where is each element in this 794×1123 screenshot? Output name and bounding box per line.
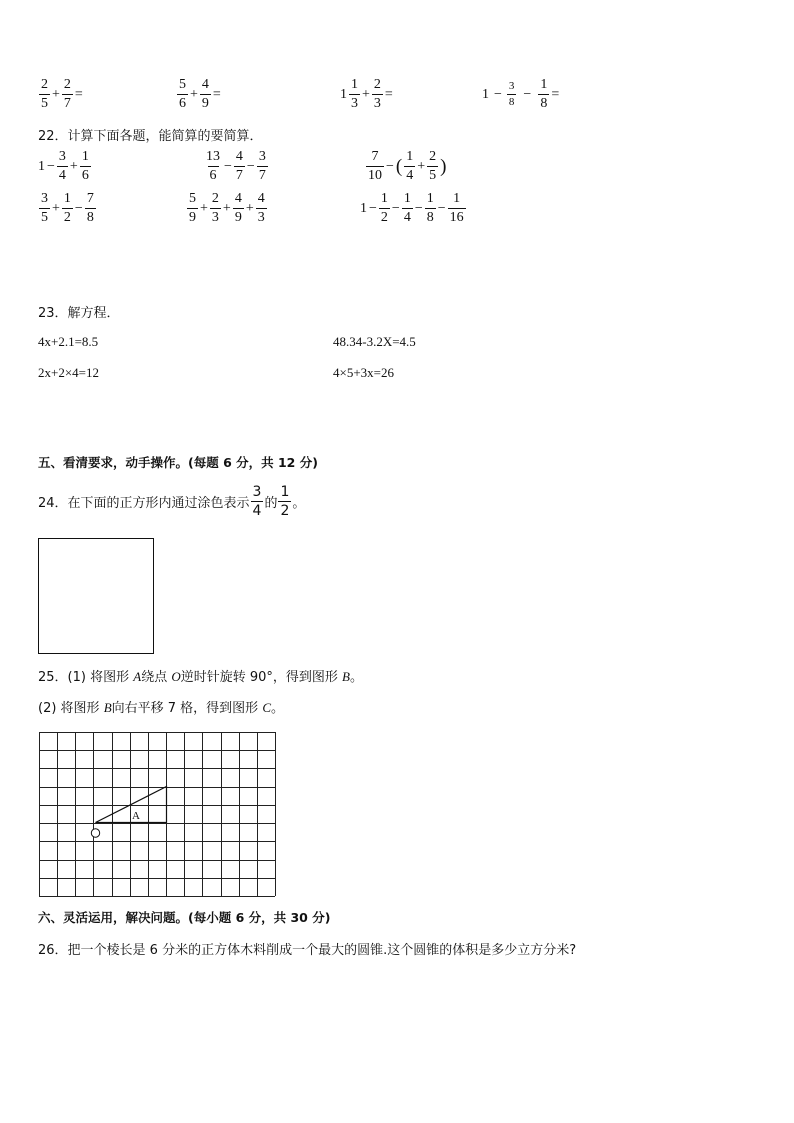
- question-24: 24．在下面的正方形内通过涂色表示 $\frac{3}{4}$ 的 $\frac{1}{2}$ 。: [38, 484, 306, 519]
- coloring-square[interactable]: [38, 538, 154, 654]
- equation-2: 48.34-3.2X=4.5: [333, 334, 416, 349]
- fraction: $\frac{3}{8}$: [508, 80, 515, 108]
- expr-5-6-plus-4-9: $\frac{5}{6}$ + $\frac{4}{9}$ =: [179, 77, 221, 111]
- fraction: $\frac{2}{5}$: [429, 149, 437, 183]
- section-5-title: 五、看清要求，动手操作。(每题 6 分，共 12 分): [38, 455, 318, 470]
- fraction: $\frac{4}{9}$: [201, 77, 209, 111]
- fraction: $\frac{1}{16}$: [449, 191, 464, 225]
- question-22-title: 22．计算下面各题，能简算的要简算．: [38, 129, 263, 144]
- fraction: $\frac{13}{6}$: [206, 149, 220, 183]
- fraction: $\frac{1}{3}$: [351, 77, 358, 111]
- fraction: $\frac{2}{5}$: [41, 77, 48, 111]
- fraction: $\frac{2}{7}$: [63, 77, 71, 111]
- equation-4: 4×5+3x=26: [333, 365, 394, 380]
- fraction: $\frac{7}{8}$: [86, 191, 94, 225]
- q22-expr-3: $\frac{7}{10}$ − ( $\frac{1}{4}$ + $\frac{2}{5}$ ): [368, 149, 447, 183]
- triangle-a-label: A: [132, 810, 140, 822]
- expr-1-minus-3-8-minus-1-8: 1 − $\frac{3}{8}$ − $\frac{1}{8}$ =: [482, 77, 560, 111]
- section-6-title: 六、灵活运用，解决问题。(每小题 6 分，共 30 分): [38, 910, 331, 925]
- fraction: $\frac{1}{8}$: [426, 191, 434, 225]
- fraction: $\frac{1}{4}$: [406, 149, 414, 183]
- q22-expr-6: 1 − $\frac{1}{2}$ − $\frac{1}{4}$ − $\frac{1}{8}$ − $\frac{1}{16}$: [360, 191, 464, 225]
- fraction: $\frac{5}{6}$: [179, 77, 186, 111]
- question-23-title: 23．解方程．: [38, 306, 120, 321]
- q22-expr-4: $\frac{3}{5}$ + $\frac{1}{2}$ − $\frac{7}{8}$: [41, 191, 94, 225]
- fraction: $\frac{1}{4}$: [403, 191, 411, 225]
- fraction: $\frac{2}{3}$: [211, 191, 219, 225]
- fraction: $\frac{3}{7}$: [258, 149, 266, 183]
- fraction: $\frac{3}{4}$: [252, 484, 262, 519]
- fraction: $\frac{1}{2}$: [380, 191, 388, 225]
- equation-1: 4x+2.1=8.5: [38, 334, 99, 349]
- fraction: $\frac{1}{8}$: [540, 77, 548, 111]
- fraction: $\frac{5}{9}$: [189, 191, 196, 225]
- fraction: $\frac{4}{9}$: [234, 191, 242, 225]
- fraction: $\frac{2}{3}$: [373, 77, 381, 111]
- fraction: $\frac{1}{6}$: [81, 149, 89, 183]
- point-o: [91, 829, 99, 837]
- fraction: $\frac{7}{10}$: [368, 149, 382, 183]
- grid-lines: [39, 732, 276, 897]
- q22-expr-2: $\frac{13}{6}$ − $\frac{4}{7}$ − $\frac{3}{7}$: [206, 149, 266, 183]
- equation-3: 2x+2×4=12: [38, 365, 99, 380]
- question-26: 26．把一个棱长是 6 分米的正方体木料削成一个最大的圆锥.这个圆锥的体积是多少立方分米?: [38, 943, 577, 958]
- expr-mixed-1-1-3-plus-2-3: 1 $\frac{1}{3}$ + $\frac{2}{3}$ =: [340, 77, 393, 111]
- fraction: $\frac{4}{7}$: [235, 149, 243, 183]
- expr-2-5-plus-2-7: $\frac{2}{5}$ + $\frac{2}{7}$ =: [41, 77, 83, 111]
- q22-expr-5: $\frac{5}{9}$ + $\frac{2}{3}$ + $\frac{4}{9}$ + $\frac{4}{3}$: [189, 191, 265, 225]
- fraction: $\frac{3}{5}$: [41, 191, 48, 225]
- fraction: $\frac{4}{3}$: [257, 191, 265, 225]
- fraction: $\frac{1}{2}$: [63, 191, 71, 225]
- question-25-part-1: 25．(1) 将图形 A绕点 O逆时针旋转 90°，得到图形 B。: [38, 669, 363, 685]
- transformation-grid[interactable]: [38, 731, 276, 897]
- question-25-part-2: (2) 将图形 B向右平移 7 格，得到图形 C。: [38, 700, 284, 716]
- q22-expr-1: 1 − $\frac{3}{4}$ + $\frac{1}{6}$: [38, 149, 89, 183]
- fraction: $\frac{3}{4}$: [58, 149, 66, 183]
- fraction: $\frac{1}{2}$: [280, 484, 290, 519]
